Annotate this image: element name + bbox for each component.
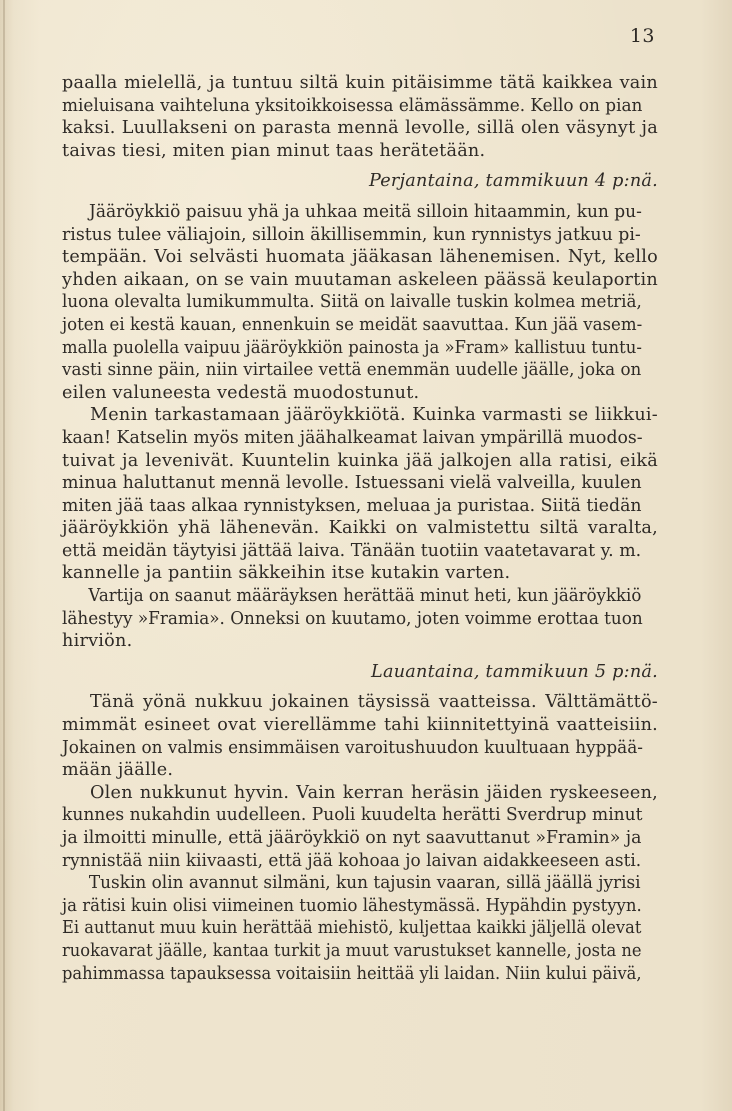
text-line: yhden aikaan, on se vain muutaman askeleen päässä keulaportin (62, 269, 658, 290)
text-line: kannelle ja pantiin säkkeihin itse kutakin varten. (62, 563, 511, 584)
text-line: tempään. Voi selvästi huomata jääkasan lähenemisen. Nyt, kello (62, 247, 658, 268)
text-line: Jokainen on valmis ensimmäisen varoitushuudon kuultuaan hyppää- (62, 737, 643, 758)
text-line: mään jäälle. (62, 760, 174, 781)
text-line: mieluisana vaihteluna yksitoikkoisessa elämässämme. Kello on pian (62, 95, 643, 116)
dateline: Perjantaina, tammikuun 4 p:nä. (368, 171, 658, 192)
text-line: rynnistää niin kiivaasti, että jää kohoaa jo laivan aidakkeeseen asti. (62, 850, 642, 871)
text-line: pahimmassa tapauksessa voitaisiin heittää yli laidan. Niin kului päivä, (62, 963, 642, 984)
text-line: miten jää taas alkaa rynnistyksen, meluaa ja puristaa. Siitä tiedän (62, 495, 642, 516)
text-line: ja rätisi kuin olisi viimeinen tuomio lähestymässä. Hypähdin pystyyn. (62, 895, 642, 916)
text-line: ja ilmoitti minulle, että jääröykkiö on nyt saavuttanut »Framin» ja (62, 828, 642, 848)
text-line: vasti sinne päin, niin virtailee vettä enemmän uudelle jäälle, joka on (62, 360, 642, 381)
text-line: ristus tulee väliajoin, silloin äkillisemmin, kun rynnistys jatkuu pi- (62, 224, 641, 245)
text-line: Tuskin olin avannut silmäni, kun tajusin vaaran, sillä jäällä jyrisi (88, 873, 641, 894)
dateline: Lauantaina, tammikuun 5 p:nä. (371, 661, 658, 682)
text-line: Vartija on saanut määräyksen herättää minut heti, kun jääröykkiö (88, 586, 642, 607)
text-line: Menin tarkastamaan jääröykkiötä. Kuinka varmasti se liikkui- (90, 405, 658, 426)
text-line: kunnes nukahdin uudelleen. Puoli kuudelta herätti Sverdrup minut (62, 805, 643, 826)
page-edge-shadow (3, 0, 5, 1111)
text-line: Ei auttanut muu kuin herättää miehistö, kuljettaa kaikki jäljellä olevat (62, 918, 642, 939)
text-line: Tänä yönä nukkuu jokainen täysissä vaatteissa. Välttämättö- (90, 692, 658, 713)
text-line: malla puolella vaipuu jääröykkiön painosta ja »Fram» kallistuu tuntu- (62, 337, 642, 358)
text-line: kaan! Katselin myös miten jäähalkeamat laivan ympärillä muodos- (62, 427, 643, 448)
text-line: paalla mielellä, ja tuntuu siltä kuin pitäisimme tätä kaikkea vain (62, 73, 658, 93)
text-line: joten ei kestä kauan, ennenkuin se meidät saavuttaa. Kun jää vasem- (62, 314, 643, 335)
body-text (62, 72, 658, 985)
text-line: luona olevalta lumikummulta. Siitä on laivalle tuskin kolmea metriä, (62, 292, 642, 313)
text-line: Olen nukkunut hyvin. Vain kerran heräsin jäiden ryskeeseen, (90, 782, 658, 803)
text-line: mimmät esineet ovat vierellämme tahi kiinnitettyinä vaatteisiin. (62, 715, 658, 736)
page-number: 13 (629, 25, 655, 47)
text-line: lähestyy »Framia». Onneksi on kuutamo, joten voimme erottaa tuon (62, 608, 643, 629)
text-line: eilen valuneesta vedestä muodostunut. (62, 382, 420, 403)
text-line: Jääröykkiö paisuu yhä ja uhkaa meitä silloin hitaammin, kun pu- (89, 201, 642, 222)
text-line: ruokavarat jäälle, kantaa turkit ja muut varustukset kannelle, josta ne (62, 940, 642, 961)
text-line: minua haluttanut mennä levolle. Istuessani vielä valveilla, kuulen (62, 473, 642, 494)
text-line: että meidän täytyisi jättää laiva. Tänään tuotiin vaatetavarat y. m. (62, 540, 642, 561)
text-line: tuivat ja levenivät. Kuuntelin kuinka jää jalkojen alla ratisi, eikä (62, 450, 658, 471)
text-line: kaksi. Luullakseni on parasta mennä levolle, sillä olen väsynyt ja (62, 118, 658, 139)
text-line: jääröykkiön yhä lähenevän. Kaikki on valmistettu siltä varalta, (62, 518, 658, 539)
text-line: taivas tiesi, miten pian minut taas herätetään. (62, 140, 486, 161)
text-line: hirviön. (62, 631, 133, 652)
